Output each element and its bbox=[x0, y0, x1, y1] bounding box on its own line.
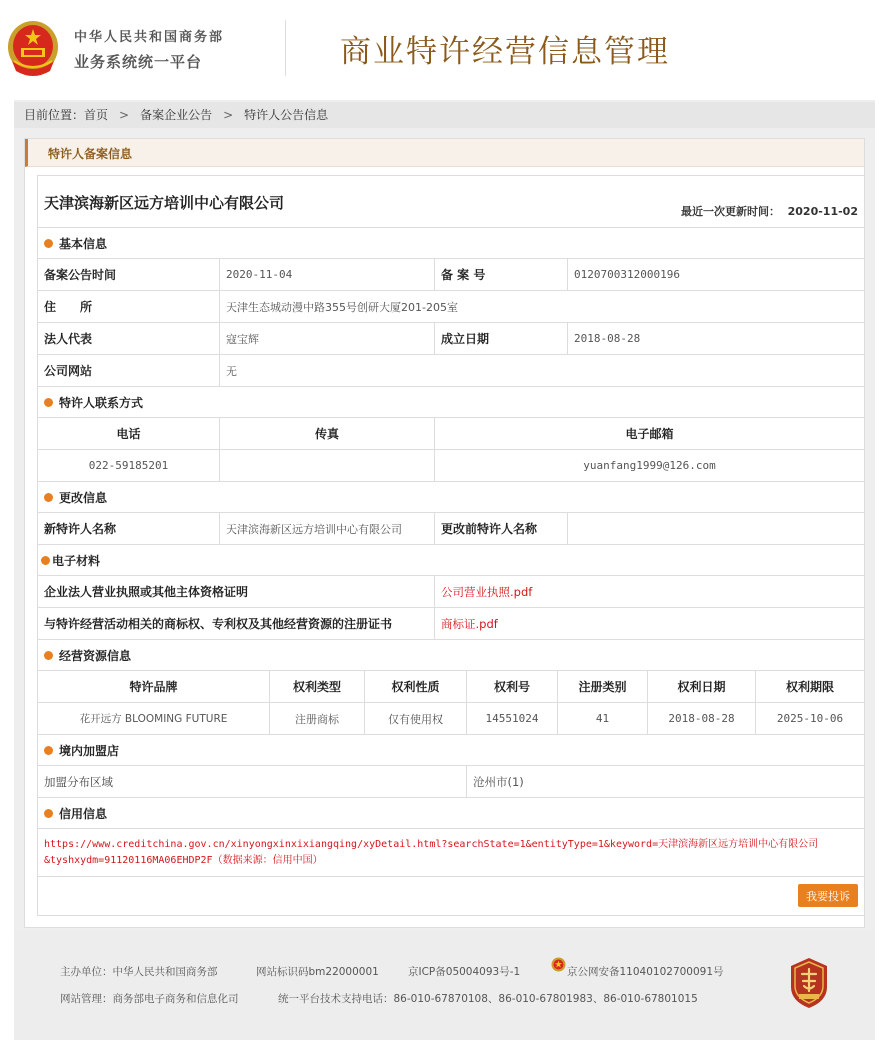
resource-header: 特许品牌 bbox=[129, 680, 178, 694]
bullet-icon bbox=[41, 556, 50, 565]
phone-value: 022-59185201 bbox=[88, 459, 169, 472]
table-row bbox=[38, 576, 864, 608]
section-title: 境内加盟店 bbox=[59, 743, 120, 758]
legal-rep-label: 法人代表 bbox=[44, 332, 93, 346]
established-value: 2018-08-28 bbox=[574, 332, 641, 345]
address-value: 天津生态城动漫中路355号创研大厦201-205室 bbox=[226, 300, 458, 314]
police-badge-icon bbox=[551, 957, 566, 972]
filing-time-label: 备案公告时间 bbox=[44, 268, 117, 282]
new-name-value: 天津滨海新区远方培训中心有限公司 bbox=[226, 522, 402, 536]
resource-header: 权利期限 bbox=[785, 680, 834, 694]
org-name-line2: 业务系统统一平台 bbox=[74, 53, 203, 71]
trademark-label: 与特许经营活动相关的商标权、专利权及其他经营资源的注册证书 bbox=[44, 617, 393, 631]
filing-time-value: 2020-11-04 bbox=[226, 268, 293, 281]
phone-header: 电话 bbox=[116, 427, 141, 441]
section-title: 特许人联系方式 bbox=[59, 395, 144, 410]
table-row bbox=[38, 450, 864, 482]
resource-header: 权利号 bbox=[493, 680, 530, 694]
chevron-right-icon: > bbox=[119, 108, 130, 122]
header-divider bbox=[285, 20, 286, 76]
fax-header: 传真 bbox=[314, 427, 339, 441]
website-label: 公司网站 bbox=[44, 364, 93, 378]
breadcrumb-prefix: 目前位置： bbox=[24, 108, 85, 122]
last-update-value: 2020-11-02 bbox=[787, 205, 858, 218]
breadcrumb bbox=[14, 102, 875, 128]
table-row bbox=[38, 766, 864, 798]
table-row bbox=[38, 608, 864, 640]
breadcrumb-item-home[interactable]: 首页 bbox=[84, 108, 109, 122]
bullet-icon bbox=[44, 809, 53, 818]
resource-cell: 注册商标 bbox=[295, 712, 339, 726]
table-row bbox=[38, 513, 864, 545]
new-name-label: 新特许人名称 bbox=[44, 522, 117, 536]
section-title: 电子材料 bbox=[52, 553, 101, 568]
table-header-row bbox=[38, 671, 864, 703]
last-update-label: 最近一次更新时间： bbox=[680, 205, 780, 218]
site-header bbox=[0, 0, 889, 100]
complain-row bbox=[38, 877, 864, 915]
resource-header: 注册类别 bbox=[578, 680, 627, 694]
footer-site-id: 网站标识码bm22000001 bbox=[256, 966, 379, 978]
page-title: 商业特许经营信息管理 bbox=[340, 34, 670, 70]
credit-url-line1[interactable]: https://www.creditchina.gov.cn/xinyongxinxixiangqing/xyDetail.html?searchState=1&entityType=1&keyword=天津滨海新区远方培训中心有限公司 bbox=[44, 839, 819, 850]
table-row bbox=[38, 703, 864, 735]
site-footer bbox=[14, 930, 875, 1040]
established-label: 成立日期 bbox=[441, 332, 490, 346]
resource-cell: 2018-08-28 bbox=[668, 712, 735, 725]
resource-header: 权利性质 bbox=[391, 680, 440, 694]
resource-cell: 花开远方 BLOOMING FUTURE bbox=[79, 713, 228, 725]
breadcrumb-item-announcements[interactable]: 备案企业公告 bbox=[140, 108, 213, 122]
info-table bbox=[37, 175, 865, 916]
section-title: 更改信息 bbox=[59, 490, 108, 505]
footer-police-link[interactable]: 京公网安备11040102700091号 bbox=[567, 966, 724, 978]
breadcrumb-item-current: 特许人公告信息 bbox=[244, 108, 329, 122]
email-header: 电子邮箱 bbox=[625, 427, 674, 441]
resource-cell: 仅有使用权 bbox=[388, 712, 443, 726]
filing-no-value: 0120700312000196 bbox=[574, 268, 680, 281]
national-emblem-icon bbox=[6, 17, 60, 79]
franchise-area-value: 沧州市(1) bbox=[473, 774, 524, 789]
credit-link[interactable] bbox=[44, 837, 860, 869]
license-file-link[interactable]: 公司营业执照.pdf bbox=[441, 584, 533, 599]
bullet-icon bbox=[44, 746, 53, 755]
complain-button[interactable]: 我要投诉 bbox=[798, 884, 858, 907]
franchisor-info-panel bbox=[24, 138, 865, 928]
table-row bbox=[38, 323, 864, 355]
table-row bbox=[38, 259, 864, 291]
table-row bbox=[38, 291, 864, 323]
old-name-label: 更改前特许人名称 bbox=[441, 522, 538, 536]
section-credit bbox=[38, 798, 864, 829]
footer-host: 主办单位：中华人民共和国商务部 bbox=[60, 966, 218, 978]
company-row bbox=[38, 176, 864, 228]
panel-header bbox=[25, 139, 864, 167]
credit-row bbox=[38, 829, 864, 877]
website-value: 无 bbox=[226, 364, 237, 378]
filing-no-label: 备 案 号 bbox=[441, 268, 486, 282]
bullet-icon bbox=[44, 651, 53, 660]
bullet-icon bbox=[44, 493, 53, 502]
section-change-info bbox=[38, 482, 864, 513]
email-value: yuanfang1999@126.com bbox=[583, 459, 716, 472]
section-contact bbox=[38, 387, 864, 418]
section-title: 信用信息 bbox=[59, 806, 108, 821]
footer-support: 统一平台技术支持电话：86-010-67870108、86-010-67801983、86-010-67801015 bbox=[278, 993, 698, 1005]
resource-cell: 2025-10-06 bbox=[776, 712, 844, 725]
section-title: 经营资源信息 bbox=[59, 648, 132, 663]
section-resources bbox=[38, 640, 864, 671]
resource-header: 权利日期 bbox=[677, 680, 726, 694]
trademark-file-link[interactable]: 商标证.pdf bbox=[441, 616, 498, 631]
panel-title: 特许人备案信息 bbox=[48, 147, 133, 161]
resource-header: 权利类型 bbox=[292, 680, 341, 694]
franchise-area-label: 加盟分布区域 bbox=[44, 774, 113, 789]
license-label: 企业法人营业执照或其他主体资格证明 bbox=[44, 585, 249, 599]
credit-url-line2[interactable]: &tyshxydm=91120116MA06EHDP2F（数据来源：信用中国） bbox=[44, 855, 323, 866]
section-basic-info bbox=[38, 228, 864, 259]
chevron-right-icon: > bbox=[223, 108, 234, 122]
bullet-icon bbox=[44, 398, 53, 407]
address-label: 住 所 bbox=[44, 300, 93, 314]
footer-icp-link[interactable]: 京ICP备05004093号-1 bbox=[408, 966, 521, 978]
legal-rep-value: 寇宝辉 bbox=[226, 332, 259, 346]
resource-cell: 14551024 bbox=[485, 712, 539, 725]
footer-manager: 网站管理：商务部电子商务和信息化司 bbox=[60, 993, 239, 1005]
table-header-row bbox=[38, 418, 864, 450]
resource-cell: 41 bbox=[595, 712, 610, 725]
bullet-icon bbox=[44, 239, 53, 248]
table-row bbox=[38, 355, 864, 387]
gov-service-logo-icon[interactable] bbox=[790, 957, 828, 1009]
last-update bbox=[681, 203, 858, 219]
org-name-line1: 中华人民共和国商务部 bbox=[74, 30, 225, 45]
company-name: 天津滨海新区远方培训中心有限公司 bbox=[44, 194, 285, 212]
section-title: 基本信息 bbox=[59, 236, 108, 251]
section-materials bbox=[38, 545, 864, 576]
section-franchise bbox=[38, 735, 864, 766]
